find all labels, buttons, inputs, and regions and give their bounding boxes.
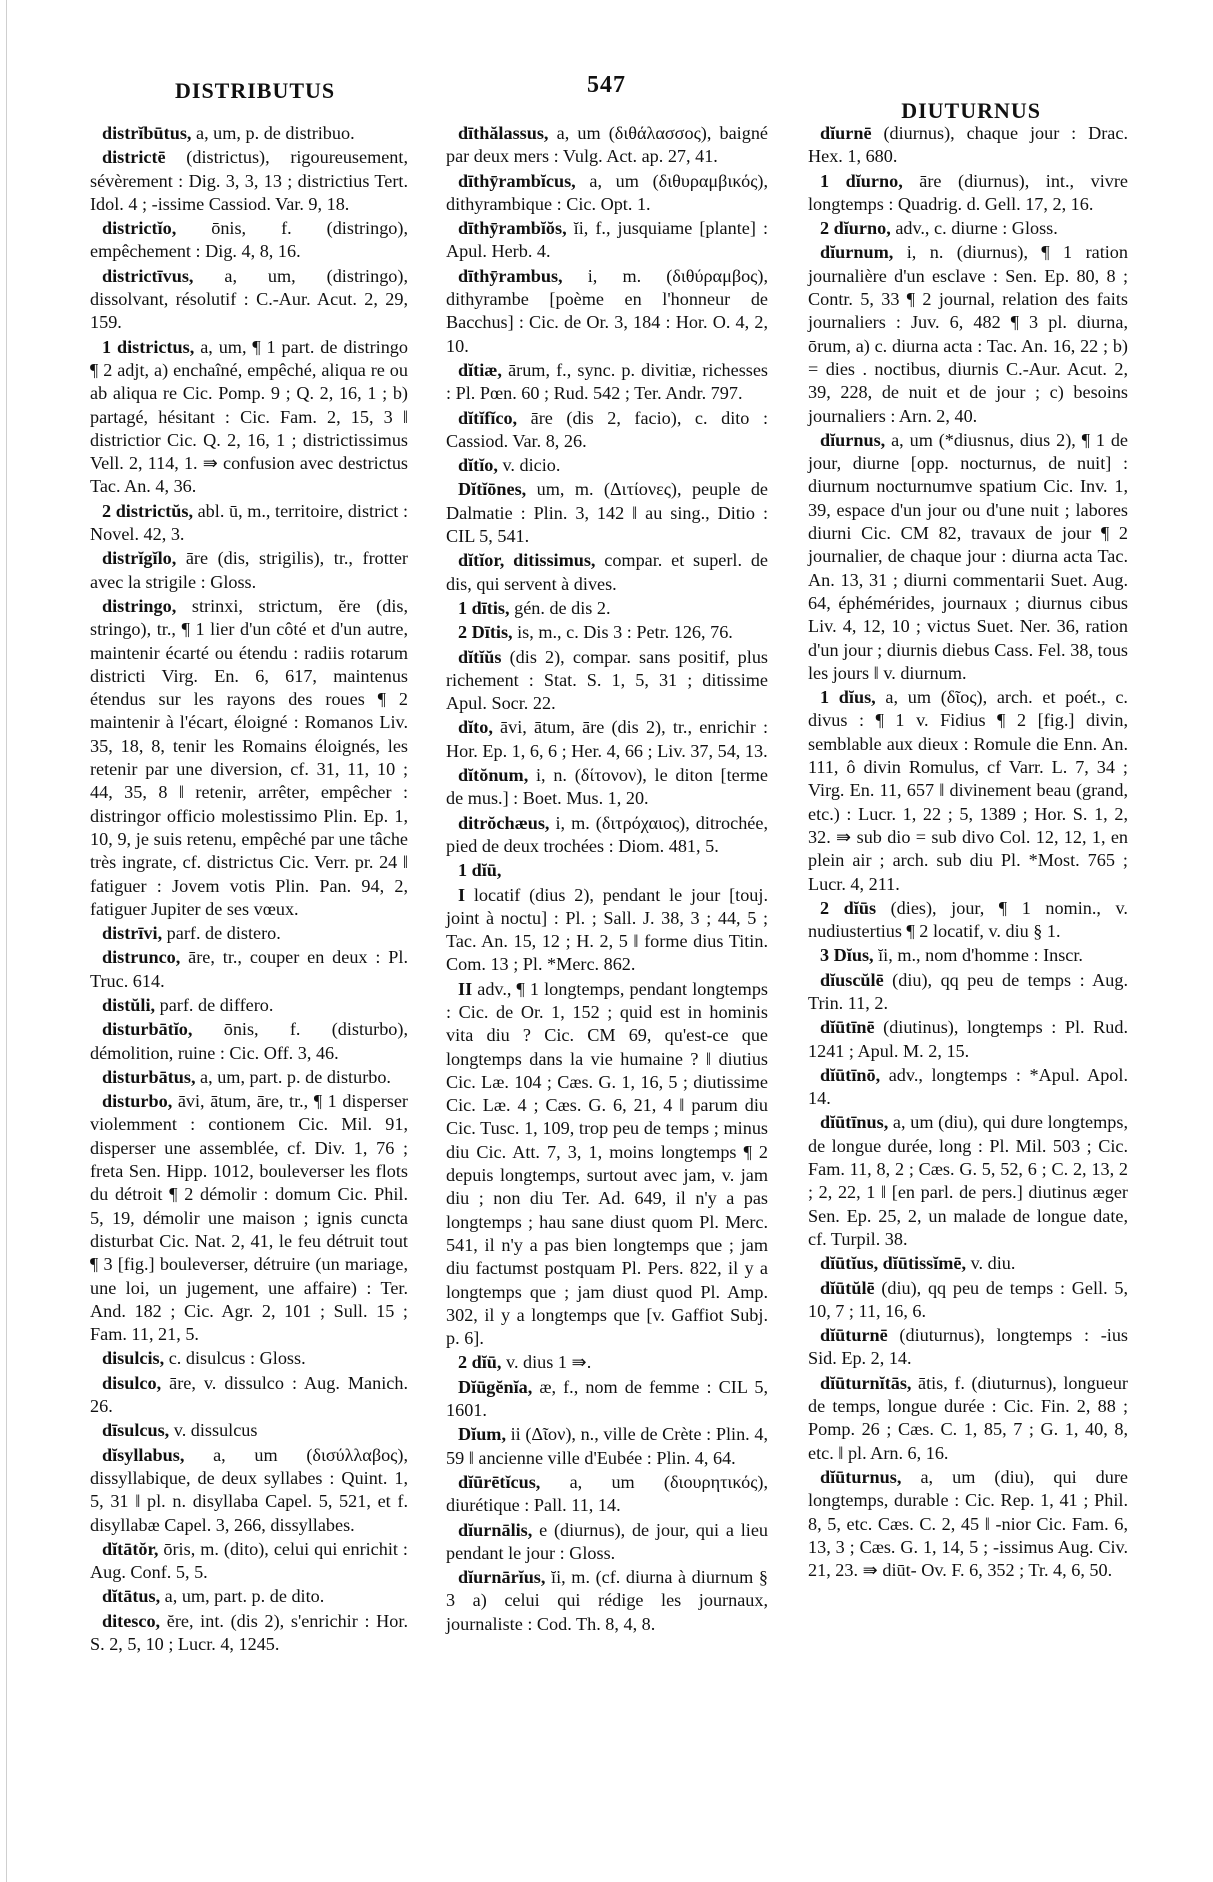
entry-headword: distrĭgĭlo,: [102, 548, 177, 569]
entry-headword: II: [458, 978, 473, 999]
entry-headword: dĭurnē: [820, 123, 872, 143]
dictionary-entry: [90, 1066, 408, 1089]
dictionary-entry: [90, 217, 408, 264]
dictionary-entry: [90, 265, 408, 335]
entry-headword: Dĭtĭōnes,: [458, 479, 527, 500]
entry-definition: c. disulcus : Gloss.: [164, 1348, 306, 1369]
entry-headword: distrīvi,: [102, 923, 163, 944]
entry-headword: dĭto,: [458, 717, 493, 738]
entry-definition: compar. et superl. de dis, qui servent à dives.: [446, 550, 768, 594]
entry-definition: i, m. (διθύραμβος), dithyrambe [poème en l'honneur de Bacchus] : Cic. de Or. 3, 184 : Hor. O. 4, 2, 10.: [446, 265, 768, 356]
dictionary-entry: [808, 969, 1128, 1016]
dictionary-entry: [446, 1519, 768, 1566]
entry-headword: 2 Dītis,: [458, 622, 513, 643]
entry-definition: a, um (*diusnus, dius 2), ¶ 1 de jour, diurne [opp. nocturnus, de nuit] : diurnum nocturnumve spatium Cic. Inv. 1, 39, espace d'un jour ou d'une nuit ; labores diurni Cic. CM 82, travaux de jour ¶ 2 journalier, de chaque jour : diurna acta Tac. An. 13, 31 ; diurni commentarii Suet. Aug. 64, éphémérides, journaux ; diurnus cibus Liv. 4, 12, 10 ; victus Suet. Ner. 36, ration d'un jour ; diurnis diebus Cass. Fel. 38, tous les jours ‖ v. diurnum.: [808, 429, 1128, 683]
entry-definition: āvi, ātum, āre, tr., ¶ 1 disperser violemment : contionem Cic. Mil. 91, disperser une assemblée, cf. Div. 1, 76 ; freta Sen. Hipp. 1012, bouleverser les flots du détroit ¶ 2 démolir : domum Cic. Phil. 5, 19, démolir une maison ; ignis cuncta disturbat Cic. Nat. 2, 41, le feu détruit tout ¶ 3 [fig.] bouleverser, détruire (un mariage, une loi, un jugement, une affaire) : Ter. And. 182 ; Cic. Agr. 2, 101 ; Sull. 15 ; Fam. 11, 21, 5.: [90, 1091, 408, 1345]
entry-headword: Dĭūgĕnĭa,: [458, 1376, 533, 1397]
entry-headword: 2 dĭū,: [458, 1352, 502, 1373]
entry-headword: dĭurnus,: [820, 429, 886, 450]
entry-definition: āre (dis 2, facio), c. dito : Cassiod. Var. 8, 26.: [446, 407, 768, 451]
entry-definition: parf. de distero.: [162, 923, 281, 944]
entry-headword: districtē: [102, 147, 166, 168]
entry-headword: distŭli,: [102, 994, 156, 1015]
entry-definition: ōnis, f. (disturbo), démolition, ruine : Cic. Off. 3, 46.: [90, 1019, 408, 1063]
entry-definition: strinxi, strictum, ĕre (dis, stringo), tr., ¶ 1 lier d'un côté et d'un autre, maintenir écarté ou étendu : radiis rotarum districti Virg. En. 6, 617, maintenus étendus sur les rayons des roues ¶ 2 maintenir à l'écart, éloigné : Romanos Liv. 35, 18, 8, tenir les Romains éloignés, les retenir par une diversion, cf. 31, 11, 10 ; 44, 35, 8 ‖ retenir, arrêter, empêcher : distringor officio molestissimo Plin. Ep. 1, 10, 9, je suis retenu, empêché par une tâche très ingrate, cf. districtus Cic. Verr. pr. 24 ‖ fatiguer : Jovem votis Plin. Pan. 94, 2, fatiguer Jupiter de ses vœux.: [90, 595, 408, 919]
dictionary-entry: [90, 1419, 408, 1442]
entry-definition: (diu), qq peu de temps : Gell. 5, 10, 7 ; 11, 16, 6.: [808, 1277, 1128, 1321]
column-1: [90, 122, 408, 1657]
dictionary-entry: [446, 884, 768, 977]
entry-definition: (districtus), rigoureusement, sévèrement : Dig. 3, 3, 13 ; districtius Tert. Idol. 4 ; -issime Cassiod. Var. 9, 18.: [90, 147, 408, 214]
entry-headword: dĭūturnē: [820, 1325, 888, 1346]
dictionary-entry: [90, 994, 408, 1017]
dictionary-entry: [90, 1018, 408, 1065]
entry-definition: āre (dis, strigilis), tr., frotter avec la strigile : Gloss.: [90, 548, 408, 592]
entry-definition: a, um, p. de distribuo.: [191, 123, 355, 143]
dictionary-entry: [808, 1277, 1128, 1324]
dictionary-entry: [808, 1064, 1128, 1111]
dictionary-entry: [446, 812, 768, 859]
column-2: [446, 122, 768, 1637]
dictionary-entry: [90, 1090, 408, 1346]
entry-definition: (diurnus), chaque jour : Drac. Hex. 1, 680.: [808, 123, 1128, 167]
entry-headword: disulcis,: [102, 1348, 165, 1369]
dictionary-entry: [90, 336, 408, 499]
entry-headword: dĭūtīnus,: [820, 1112, 889, 1133]
entry-definition: (diutinus), longtemps : Pl. Rud. 1241 ; Apul. M. 2, 15.: [808, 1017, 1128, 1061]
dictionary-entry: [808, 1324, 1128, 1371]
dictionary-entry: [90, 1585, 408, 1608]
dictionary-entry: [446, 217, 768, 264]
entry-definition: ĭi, m. (cf. diurna à diurnum § 3 a) celui qui rédige les journaux, journaliste : Cod. Th. 8, 4, 8.: [446, 1567, 768, 1634]
entry-headword: 2 dĭurno,: [820, 218, 891, 239]
entry-definition: āvi, ātum, āre (dis 2), tr., enrichir : Hor. Ep. 1, 6, 6 ; Her. 4, 66 ; Liv. 37, 54, 13.: [446, 717, 768, 761]
dictionary-entry: [90, 1347, 408, 1370]
entry-definition: adv., ¶ 1 longtemps, pendant longtemps : Cic. de Or. 1, 152 ; quid est in hominis vita diu ? Cic. CM 69, qu'est-ce que longtemps dans la vie humaine ? ‖ diutius Cic. Læ. 104 ; Cæs. G. 1, 16, 5 ; diutissime Cic. Læ. 4 ; Cæs. G. 6, 21, 4 ‖ parum diu Cic. Tusc. 1, 109, trop peu de temps ; minus diu Cic. Att. 7, 3, 1, moins longtemps ¶ 2 depuis longtemps, surtout avec jam, v. jam diu ; non diu Ter. Ad. 649, il n'y a pas longtemps ; hau sane diust quom Pl. Merc. 541, il n'y a pas bien longtemps que ; jam diu factumst postquam Pl. Pers. 822, il y a longtemps que ; jam diust quod Pl. Amp. 302, il y a longtemps que [v. Gaffiot Subj. p. 6].: [446, 978, 768, 1349]
entry-definition: ārum, f., sync. p. divitiæ, richesses : Pl. Pœn. 60 ; Rud. 542 ; Ter. Andr. 797.: [446, 359, 768, 404]
entry-headword: dĭtĭŭs: [458, 646, 502, 667]
entry-definition: ĭi, f., jusquiame [plante] : Apul. Herb. 4.: [446, 218, 768, 262]
entry-headword: dĭūtīnō,: [820, 1064, 881, 1085]
dictionary-entry: [808, 241, 1128, 427]
page-header: [0, 72, 1213, 123]
entry-headword: I: [458, 884, 466, 905]
entry-headword: dĭsyllabus,: [102, 1444, 185, 1465]
dictionary-entry: [446, 621, 768, 644]
entry-definition: ĭi, m., nom d'homme : Inscr.: [873, 945, 1083, 966]
entry-definition: parf. de differo.: [155, 994, 274, 1015]
entry-headword: dĭurnum,: [820, 242, 894, 263]
entry-definition: āre (diurnus), int., vivre longtemps : Quadrig. d. Gell. 17, 2, 16.: [808, 170, 1128, 214]
dictionary-entry: [446, 1471, 768, 1518]
dictionary-entry: [808, 122, 1128, 169]
dictionary-entry: [446, 359, 768, 406]
dictionary-entry: [446, 454, 768, 477]
entry-definition: locatif (dius 2), pendant le jour [touj. joint à noctu] : Pl. ; Sall. J. 38, 3 ; 44, 5 ; Tac. An. 15, 12 ; H. 2, 5 ‖ forme dius Titin. Com. 13 ; Pl. *Merc. 862.: [446, 884, 768, 975]
dictionary-entry: [808, 217, 1128, 240]
entry-headword: 2 districtŭs,: [102, 500, 193, 521]
entry-definition: a, um (διθάλασσος), baigné par deux mers : Vulg. Act. ap. 27, 41.: [446, 123, 768, 167]
dictionary-entry: [90, 500, 408, 547]
entry-headword: dīthȳrambĭŏs,: [458, 218, 567, 239]
entry-definition: i, n. (diurnus), ¶ 1 ration journalière d'un esclave : Sen. Ep. 80, 8 ; Contr. 5, 33 ¶ 2 journal, relation des faits journaliers : Juv. 6, 482 ¶ 3 pl. diurna, ōrum, a) c. diurna acta : Tac. An. 16, 22 ; b) = dies . noctibus, diurnis C.-Aur. Acut. 2, 39, 228, de nuit et de jour ; c) besoins journaliers : Arn. 2, 40.: [808, 242, 1128, 426]
entry-definition: a, um (δισύλλαβος), dissyllabique, de deux syllabes : Quint. 1, 5, 31 ‖ pl. n. disyllaba Capel. 5, 521, et f. disyllabæ Capel. 3, 266, dissyllabes.: [90, 1444, 408, 1535]
entry-definition: ii (Δῖον), n., ville de Crète : Plin. 4, 59 ‖ ancienne ville d'Eubée : Plin. 4, 64.: [446, 1424, 768, 1468]
entry-headword: 1 dĭus,: [820, 687, 876, 708]
entry-definition: ātis, f. (diuturnus), longueur de temps, longue durée : Cic. Fin. 2, 88 ; Pomp. 26 ; Cæs. C. 1, 85, 7 ; G. 1, 40, 8, etc. ‖ pl. Arn. 6, 16.: [808, 1372, 1128, 1463]
entry-headword: disturbātĭo,: [102, 1019, 193, 1040]
entry-headword: dĭtĭor, ditissimus,: [458, 550, 596, 571]
entry-definition: (diu), qq peu de temps : Aug. Trin. 11, 2.: [808, 969, 1128, 1013]
dictionary-entry: [808, 1016, 1128, 1063]
entry-headword: disturbātus,: [102, 1066, 196, 1087]
entry-definition: a, um (διουρητικός), diurétique : Pall. 11, 14.: [446, 1471, 768, 1516]
entry-definition: i, n. (δίτονον), le diton [terme de mus.] : Boet. Mus. 1, 20.: [446, 765, 768, 809]
dictionary-entry: [446, 597, 768, 620]
entry-headword: dĭtĭfĭco,: [458, 407, 518, 428]
entry-definition: gén. de dis 2.: [509, 597, 611, 618]
entry-definition: adv., longtemps : *Apul. Apol. 14.: [808, 1064, 1128, 1109]
dictionary-entry: [90, 547, 408, 594]
entry-definition: i, m. (διτρόχαιος), ditrochée, pied de deux trochées : Diom. 481, 5.: [446, 812, 768, 856]
dictionary-entry: [90, 1444, 408, 1537]
entry-definition: æ, f., nom de femme : CIL 5, 1601.: [446, 1376, 768, 1421]
entry-definition: a, um, part. p. de disturbo.: [195, 1066, 391, 1087]
dictionary-entry: [446, 1376, 768, 1423]
entry-headword: dĭūturnĭtās,: [820, 1372, 912, 1393]
entry-headword: ditesco,: [102, 1610, 161, 1631]
dictionary-entry: [808, 1252, 1128, 1275]
entry-definition: a, um, part. p. de dito.: [160, 1586, 325, 1607]
dictionary-entry: [446, 716, 768, 763]
dictionary-entry: [446, 478, 768, 548]
entry-definition: ōnis, f. (distringo), empêchement : Dig. 4, 8, 16.: [90, 218, 408, 262]
entry-definition: āre, v. dissulco : Aug. Manich. 26.: [90, 1372, 408, 1417]
entry-headword: dĭtātus,: [102, 1586, 161, 1607]
dictionary-entry: [90, 946, 408, 993]
entry-headword: dĭurnārĭus,: [458, 1567, 546, 1588]
dictionary-entry: [446, 1351, 768, 1374]
dictionary-entry: [90, 1610, 408, 1657]
entry-definition: (dies), jour, ¶ 1 nomin., v. nudiustertius ¶ 2 locatif, v. diu § 1.: [808, 897, 1128, 942]
entry-definition: v. diu.: [966, 1253, 1016, 1274]
dictionary-entry: [446, 764, 768, 811]
entry-headword: ditrŏchæus,: [458, 812, 550, 833]
entry-headword: 1 dītis,: [458, 597, 510, 618]
dictionary-entry: [90, 1538, 408, 1585]
entry-headword: dĭtiæ,: [458, 359, 502, 380]
entry-headword: 1 districtus,: [102, 336, 195, 357]
dictionary-entry: [808, 170, 1128, 217]
entry-definition: (diuturnus), longtemps : -ius Sid. Ep. 2, 14.: [808, 1325, 1128, 1369]
entry-headword: dĭūturnus,: [820, 1466, 902, 1487]
dictionary-entry: [446, 978, 768, 1351]
entry-headword: districtĭo,: [102, 218, 177, 239]
entry-headword: disturbo,: [102, 1091, 173, 1112]
entry-definition: v. dius 1 ⇛.: [501, 1352, 592, 1373]
entry-headword: distringo,: [102, 595, 177, 616]
dictionary-entry: [446, 407, 768, 454]
entry-definition: a, um (diu), qui dure longtemps, de longue durée, long : Pl. Mil. 503 ; Cic. Fam. 11, 8, 2 ; Cæs. G. 5, 52, 6 ; C. 2, 13, 2 ; 2, 22, 1 ‖ [en parl. de pers.] diutinus æger Sen. Ep. 25, 2, un malade de longue date, cf. Turpil. 38.: [808, 1112, 1128, 1249]
scan-edge-line: [6, 0, 7, 1882]
entry-definition: a, um (diu), qui dure longtemps, durable : Cic. Rep. 1, 41 ; Phil. 8, 5, etc. Cæs. C. 2, 45 ‖ -nior Cic. Fam. 6, 13, 3 ; Cæs. G. 1, 14, 5 ; -issimus Aug. Civ. 21, 23. ⇛ diūt- Ov. F. 6, 352 ; Tr. 4, 6, 50.: [808, 1466, 1128, 1581]
column-3: [808, 122, 1128, 1583]
entry-headword: Dĭum,: [458, 1424, 506, 1445]
entry-headword: dĭūtīnē: [820, 1017, 875, 1038]
dictionary-entry: [808, 429, 1128, 685]
entry-definition: v. dissulcus: [169, 1420, 258, 1441]
dictionary-entry: [90, 595, 408, 921]
entry-headword: disulco,: [102, 1372, 162, 1393]
entry-definition: a, um, ¶ 1 part. de distringo ¶ 2 adjt, a) enchaîné, empêché, aliqua re ou ab aliqua re Cic. Pomp. 9 ; Q. 2, 16, 1 ; b) partagé, hésitant : Cic. Fam. 2, 15, 3 ‖ districtior Cic. Q. 2, 16, 1 ; districtissimus Vell. 2, 114, 1. ⇛ confusion avec destrictus Tac. An. 4, 36.: [90, 336, 408, 497]
dictionary-entry: [808, 1372, 1128, 1465]
entry-headword: 1 dĭū,: [458, 860, 502, 881]
dictionary-entry: [90, 146, 408, 216]
dictionary-entry: [446, 170, 768, 217]
entry-definition: e (diurnus), de jour, qui a lieu pendant le jour : Gloss.: [446, 1519, 768, 1563]
entry-headword: dĭtātŏr,: [102, 1538, 159, 1559]
dictionary-entry: [808, 686, 1128, 896]
entry-definition: āre, tr., couper en deux : Pl. Truc. 614.: [90, 947, 408, 991]
dictionary-entry: [90, 1372, 408, 1419]
dictionary-entry: [808, 944, 1128, 967]
dictionary-entry: [90, 922, 408, 945]
dictionary-entry: [446, 549, 768, 596]
entry-headword: districtīvus,: [102, 265, 194, 286]
entry-headword: dīthȳrambus,: [458, 265, 563, 286]
entry-definition: adv., c. diurne : Gloss.: [890, 218, 1058, 239]
dictionary-entry: [446, 646, 768, 716]
entry-headword: dīthȳrambĭcus,: [458, 170, 576, 191]
entry-headword: dĭūtŭlē: [820, 1277, 875, 1298]
entry-headword: distrĭbūtus,: [102, 123, 192, 143]
header-right-guideword: DIUTURNUS: [901, 98, 1041, 123]
entry-definition: ōris, m. (dito), celui qui enrichit : Aug. Conf. 5, 5.: [90, 1538, 408, 1583]
entry-headword: dīsulcus,: [102, 1420, 170, 1441]
entry-headword: distrunco,: [102, 947, 181, 968]
entry-headword: dĭuscŭlē: [820, 969, 884, 990]
entry-headword: dĭtŏnum,: [458, 765, 529, 786]
dictionary-entry: [446, 859, 768, 882]
dictionary-entry: [90, 122, 408, 145]
page-number: 547: [587, 72, 626, 98]
entry-headword: 2 dĭūs: [820, 897, 877, 918]
dictionary-entry: [808, 1466, 1128, 1582]
dictionary-entry: [446, 265, 768, 358]
entry-headword: dĭtĭo,: [458, 455, 498, 476]
entry-headword: 1 dĭurno,: [820, 170, 903, 191]
entry-definition: a, um (δῖος), arch. et poét., c. divus : ¶ 1 v. Fidius ¶ 2 [fig.] divin, semblable aux dieux : Romule die Enn. An. 111, ô divin Romulus, cf Varr. L. 7, 34 ; Virg. En. 11, 657 ‖ divinement beau (grand, etc.) : Lucr. 1, 22 ; 5, 1389 ; Hor. S. 1, 2, 32. ⇛ sub dio = sub divo Col. 12, 12, 1, en plein air ; arch. sub diu Pl. *Most. 765 ; Lucr. 4, 211.: [808, 687, 1128, 894]
dictionary-entry: [808, 1111, 1128, 1251]
entry-definition: abl. ū, m., territoire, district : Novel. 42, 3.: [90, 500, 408, 545]
dictionary-entry: [446, 1423, 768, 1470]
entry-definition: (dis 2), compar. sans positif, plus richement : Stat. S. 1, 5, 31 ; ditissime Apul. Socr. 22.: [446, 646, 768, 714]
entry-headword: dĭurnālis,: [458, 1519, 533, 1540]
dictionary-entry: [446, 122, 768, 169]
entry-headword: dīthălassus,: [458, 123, 549, 143]
entry-definition: is, m., c. Dis 3 : Petr. 126, 76.: [512, 622, 733, 643]
entry-definition: a, um (διθυραμβικός), dithyrambique : Cic. Opt. 1.: [446, 170, 768, 214]
entry-definition: a, um, (distringo), dissolvant, résolutif : C.-Aur. Acut. 2, 29, 159.: [90, 265, 408, 333]
entry-headword: 3 Dĭus,: [820, 945, 874, 966]
header-left-guideword: DISTRIBUTUS: [175, 78, 336, 103]
entry-headword: dĭūtĭus, dĭūtissĭmē,: [820, 1253, 967, 1274]
entry-headword: dĭūrētĭcus,: [458, 1471, 541, 1492]
entry-definition: v. dicio.: [497, 455, 561, 476]
entry-definition: ĕre, int. (dis 2), s'enrichir : Hor. S. 2, 5, 10 ; Lucr. 4, 1245.: [90, 1610, 408, 1654]
dictionary-entry: [808, 897, 1128, 944]
entry-definition: um, m. (Διτίονες), peuple de Dalmatie : Plin. 3, 142 ‖ au sing., Ditio : CIL 5, 541.: [446, 479, 768, 547]
dictionary-entry: [446, 1566, 768, 1636]
